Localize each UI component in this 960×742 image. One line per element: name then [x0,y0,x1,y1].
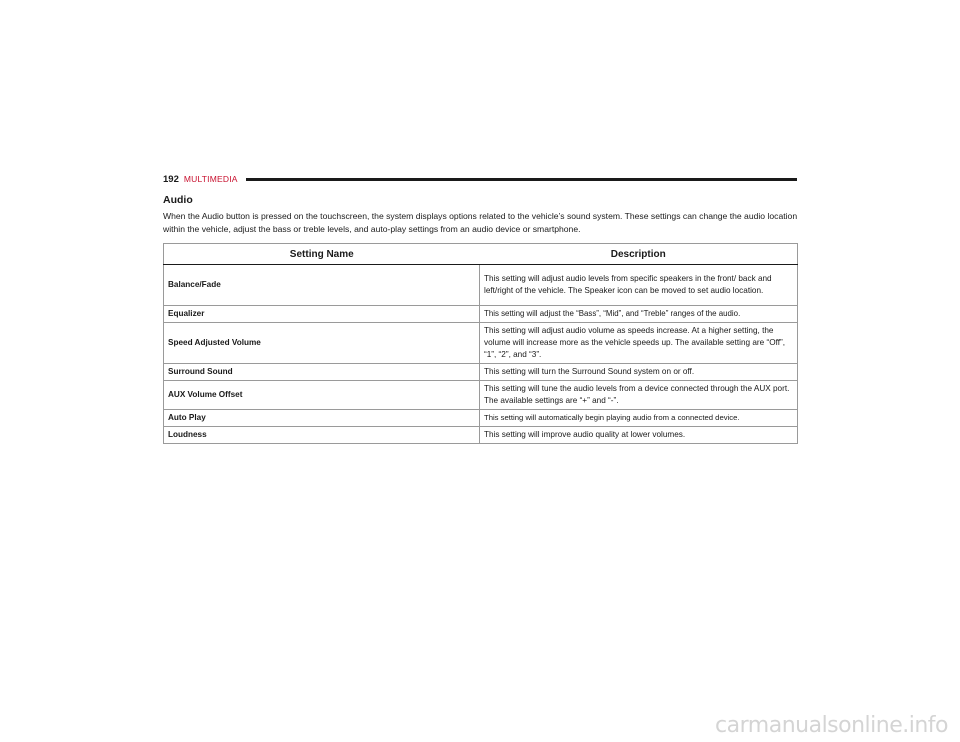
table-row [164,306,798,323]
setting-name: Balance/Fade [164,265,480,306]
section-name: MULTIMEDIA [183,174,238,184]
setting-name: AUX Volume Offset [164,381,480,410]
setting-description: This setting will improve audio quality at lower volumes. [480,427,798,444]
header-setting-name: Setting Name [164,244,480,265]
header-rule [246,178,797,181]
page-header [163,172,797,186]
intro-paragraph: When the Audio button is pressed on the touchscreen, the system displays options related to the vehicle’s sound system. These settings can change the audio location within the vehicle, adjust the bass or treble levels, and auto-play settings from an audio device or smartphone. [163,211,798,234]
table-row [164,410,798,427]
setting-description: This setting will turn the Surround Sound system on or off. [480,364,798,381]
setting-name: Auto Play [164,410,480,427]
table-row [164,364,798,381]
page-number: 192 [163,173,179,185]
setting-name: Equalizer [164,306,480,323]
settings-table [163,243,798,444]
setting-description: This setting will adjust audio volume as speeds increase. At a higher setting, the volume will increase more as the vehicle speeds up. The available setting are “Off”, “1”, “2”, and “3”. [480,323,798,364]
header-description: Description [480,244,798,265]
setting-description: This setting will adjust audio levels from specific speakers in the front/ back and left/right of the vehicle. The Speaker icon can be moved to set audio location. [480,265,798,306]
setting-name: Speed Adjusted Volume [164,323,480,364]
table-row [164,427,798,444]
setting-name: Loudness [164,427,480,444]
table-header-row [164,244,798,265]
table-row [164,381,798,410]
section-title: Audio [163,194,193,206]
watermark: carmanualsonline.info [715,713,948,738]
table-row [164,265,798,306]
setting-description: This setting will adjust the “Bass”, “Mid”, and “Treble” ranges of the audio. [480,306,798,323]
setting-description: This setting will tune the audio levels from a device connected through the AUX port. The available settings are “+” and “-”. [480,381,798,410]
setting-description: This setting will automatically begin playing audio from a connected device. [480,410,798,427]
table-row [164,323,798,364]
setting-name: Surround Sound [164,364,480,381]
